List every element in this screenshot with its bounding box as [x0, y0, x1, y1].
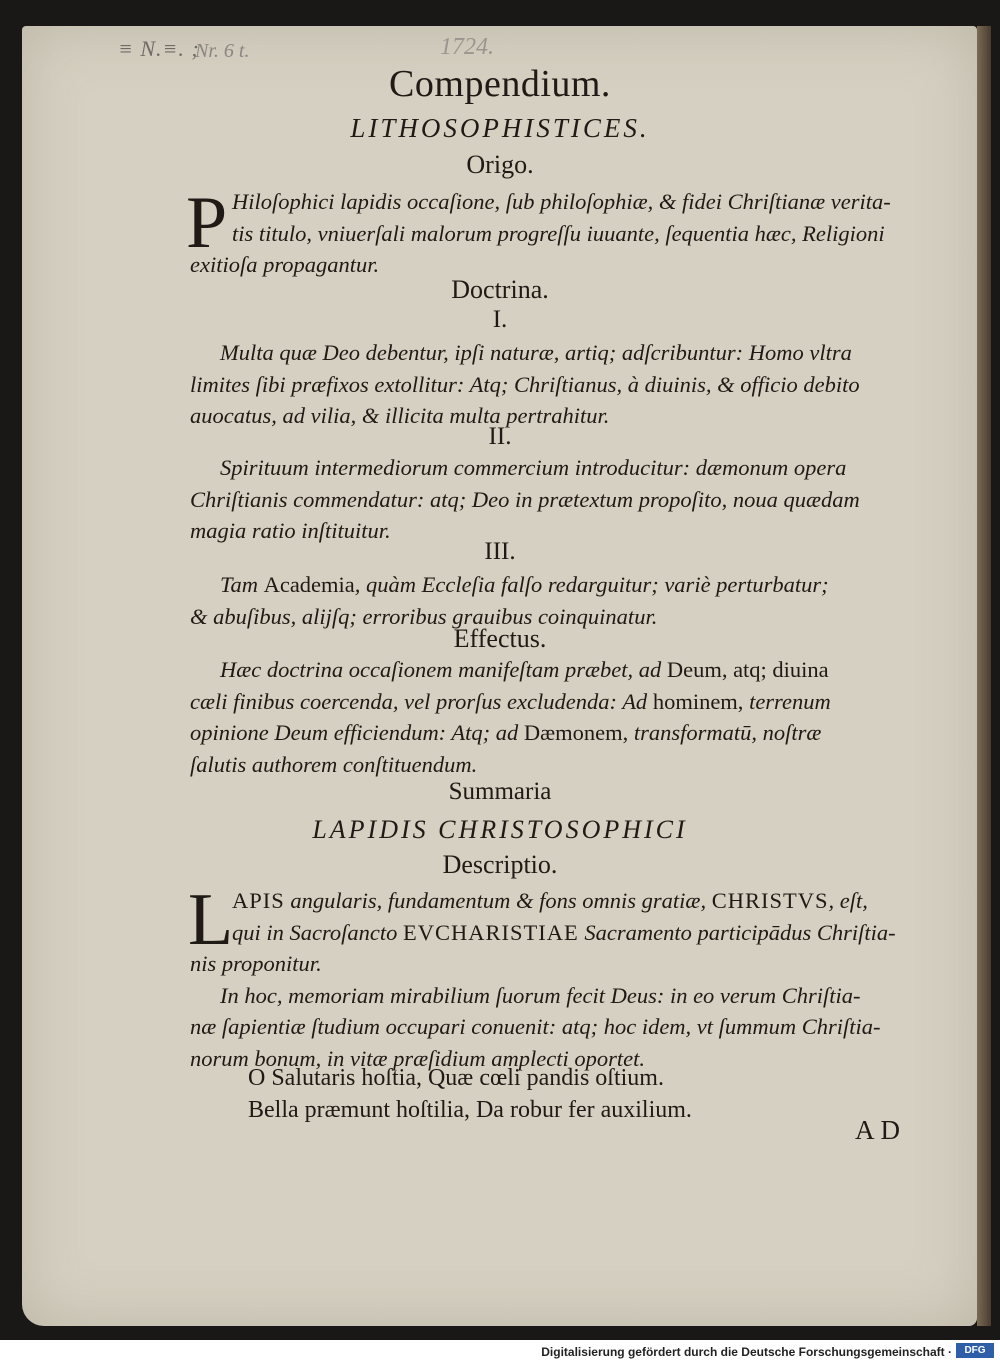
doctrina-3-paragraph [190, 569, 902, 632]
descriptio-text-1d: , eſt, [828, 888, 868, 913]
descriptio-apis: APIS [232, 888, 285, 913]
effectus-text-1a: Hæc doctrina occaſionem manifeſtam præbet, ad [220, 657, 667, 682]
origo-line-2: tis titulo, vniuerſali malorum progreſſu iuuante, ſequentia hæc, Religioni [232, 220, 885, 246]
footer-credit: Digitalisierung gefördert durch die Deutsche Forschungsgemeinschaft · [541, 1345, 952, 1359]
doctrina-1-paragraph [190, 337, 902, 432]
descriptio-text-2a: qui in Sacroſancto [232, 919, 404, 945]
doctrina-2-paragraph [190, 452, 902, 547]
origo-paragraph [232, 186, 904, 249]
effectus-daemonem: Dæmonem, [523, 720, 629, 745]
doctrina-2-line-2: Chriſtianis commendatur: atq; Deo in prætextum propoſito, noua quædam [190, 486, 860, 512]
pencil-annotation-2: Nr. 6 t. [195, 40, 250, 62]
descriptio-paragraph [232, 885, 904, 948]
doctrina-2-line-3: magia ratio inſtituitur. [190, 518, 391, 543]
descriptio-line-5: næ ſapientiæ ſtudium occupari conuenit: atq; hoc idem, vt ſummum Chriſtia- [190, 1014, 881, 1039]
effectus-line-1 [190, 654, 902, 686]
effectus-line-2 [190, 686, 902, 718]
descriptio-line-1 [232, 885, 904, 917]
dropcap-p: P [186, 182, 228, 264]
page-subtitle: LITHOSOPHISTICES. [350, 113, 650, 143]
page-title: Compendium. [389, 63, 611, 105]
doctrina-3-line-1 [190, 569, 902, 601]
doctrina-3-line-2: & abuſibus, alijſq; erroribus grauibus coinquinatur. [190, 603, 658, 629]
doctrina-3-text-c: , quàm Eccleſia falſo redarguitur; variè perturbatur; [354, 572, 829, 597]
heading-descriptio: Descriptio. [442, 850, 558, 879]
effectus-hominem: hominem, [652, 688, 744, 714]
descriptio-paragraph-cont [190, 948, 902, 1074]
verse-line-2: Bella præmunt hoſtilia, Da robur fer auxilium. [248, 1097, 692, 1123]
doctrina-2-line-1: Spirituum intermediorum commercium introducitur: dæmonum opera [220, 455, 847, 480]
doctrina-1-line-1: Multa quæ Deo debentur, ipſi naturæ, artiq; adſcribuntur: Homo vltra [220, 340, 852, 365]
doctrina-1-line-3: auocatus, ad vilia, & illicita multa pertrahitur. [190, 403, 610, 428]
heading-effectus: Effectus. [453, 624, 547, 653]
heading-summaria: Summaria [448, 778, 552, 805]
dfg-logo-icon: DFG [956, 1343, 994, 1358]
descriptio-line-2 [232, 917, 904, 949]
faded-number: 1724. [440, 34, 494, 60]
heading-origo: Origo. [466, 150, 534, 179]
heading-doctrina: Doctrina. [451, 275, 549, 304]
descriptio-line-3: nis proponitur. [190, 951, 322, 976]
effectus-line-4: ſalutis authorem conſtituendum. [190, 751, 478, 777]
doctrina-3-text-a: Tam [220, 572, 264, 597]
origo-line-3: exitioſa propagantur. [190, 252, 380, 277]
roman-3: III. [484, 538, 516, 565]
heading-lapidis: LAPIDIS CHRISTOSOPHICI [312, 815, 688, 844]
roman-2: II. [488, 423, 512, 450]
effectus-text-2c: terrenum [743, 688, 831, 714]
descriptio-eucharistiae: EVCHARISTIAE [403, 919, 579, 945]
effectus-deum: Deum, atq; diuina [666, 657, 829, 682]
pencil-annotation: ≡ N.≡. ; [118, 36, 200, 61]
catchword: AD [855, 1115, 906, 1145]
page-edge [977, 26, 991, 1326]
doctrina-3-academia: Academia [263, 572, 355, 597]
effectus-line-3 [190, 717, 902, 749]
descriptio-line-4: In hoc, memoriam mirabilium ſuorum fecit Deus: in eo verum Chriſtia- [220, 982, 861, 1008]
descriptio-text-1b: angularis, fundamentum & fons omnis gratiæ, [284, 888, 712, 913]
effectus-text-2a: cæli finibus coercenda, vel prorſus excludenda: Ad [190, 688, 653, 714]
verse-line-1: O Salutaris hoſtia, Quæ cœli pandis oſtium. [248, 1065, 664, 1091]
descriptio-text-2c: Sacramento participādus Chriſtia- [578, 919, 896, 945]
effectus-paragraph [190, 654, 902, 780]
effectus-text-3c: transformatū, noſtræ [628, 720, 822, 745]
effectus-text-3a: opinione Deum efficiendum: Atq; ad [190, 720, 524, 745]
origo-line-1: Hiloſophici lapidis occaſione, ſub philoſophiæ, & fidei Chriſtianæ verita- [232, 189, 891, 214]
dropcap-l: L [188, 879, 234, 961]
hymn-verse [248, 1062, 692, 1126]
roman-1: I. [492, 306, 508, 333]
descriptio-line-6: norum bonum, in vitæ præſidium amplecti oportet. [190, 1045, 645, 1071]
descriptio-christus: CHRISTVS [711, 888, 829, 913]
doctrina-1-line-2: limites ſibi præfixos extollitur: Atq; Chriſtianus, à diuinis, & officio debito [190, 371, 860, 397]
